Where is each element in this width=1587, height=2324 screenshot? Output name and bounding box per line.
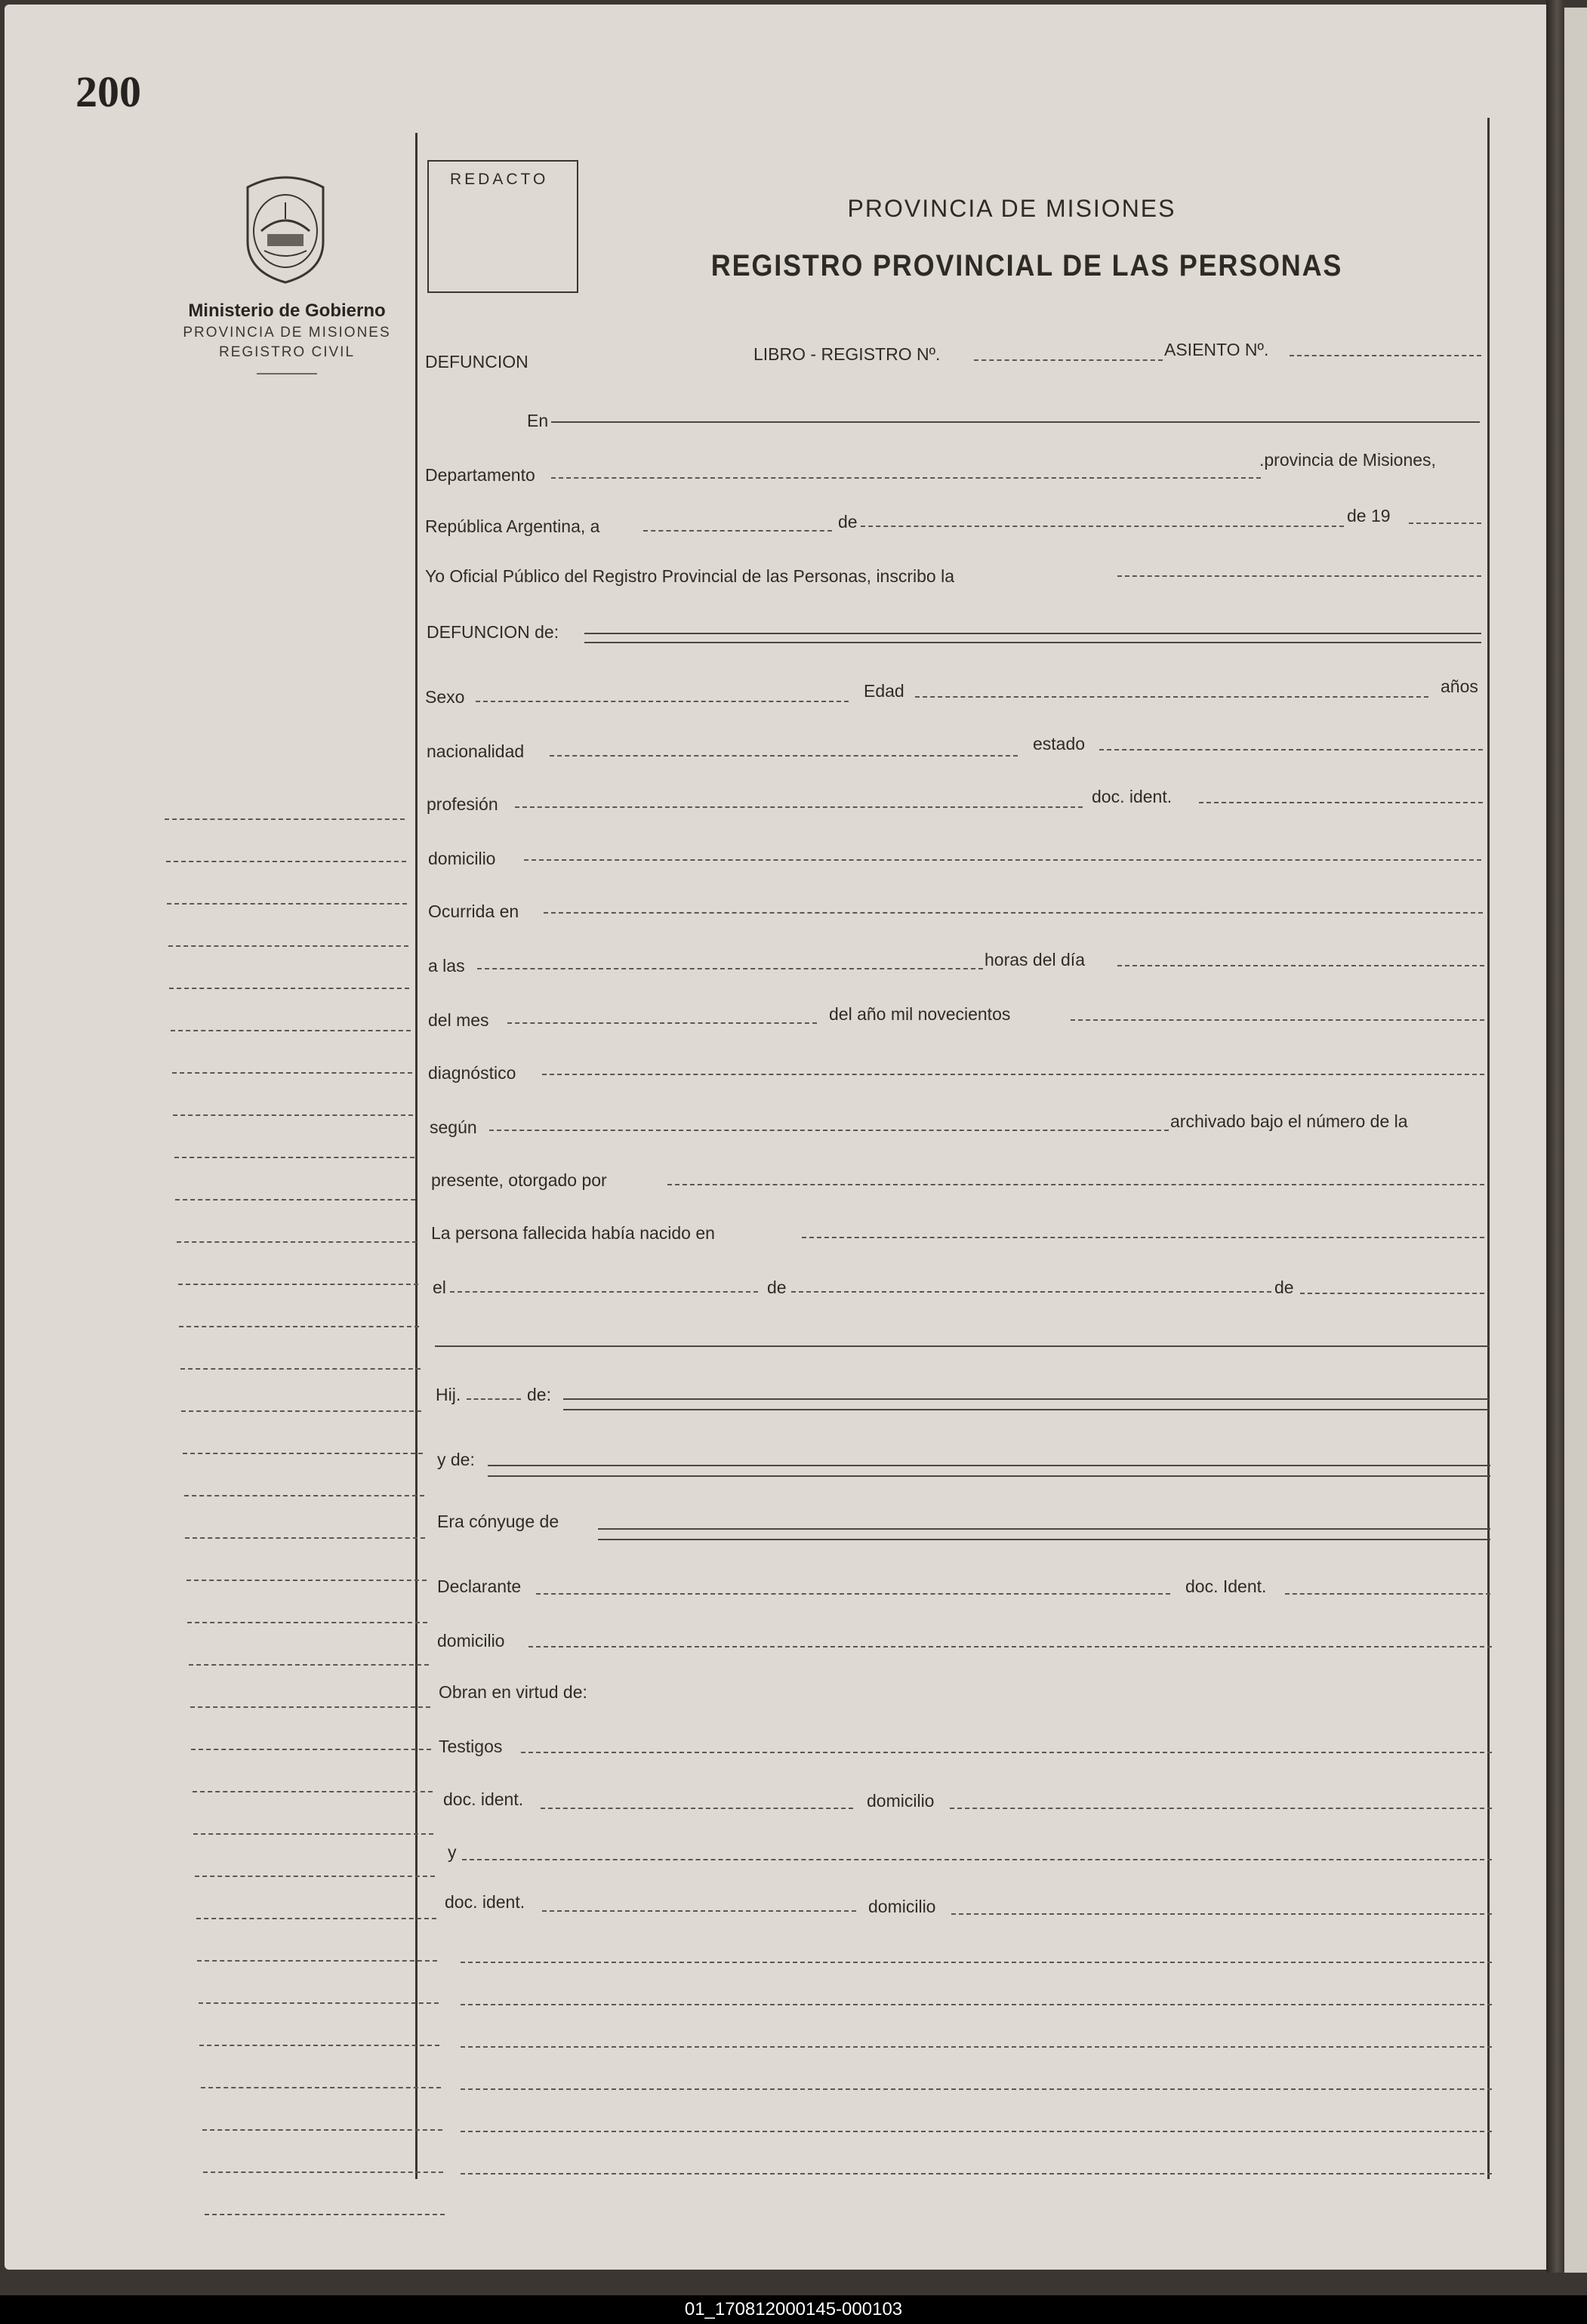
otorgado-field <box>667 1184 1484 1185</box>
margin-note-line <box>184 1495 424 1496</box>
declarante-doc-field <box>1285 1593 1490 1595</box>
margin-note-line <box>167 903 407 905</box>
del-ano-field <box>1071 1019 1484 1021</box>
margin-note-line <box>199 2002 439 2004</box>
defuncion-de-label: DEFUNCION de: <box>427 622 559 642</box>
segun-label: según <box>430 1117 477 1137</box>
margin-note-line <box>199 2045 439 2046</box>
estado-label: estado <box>1033 734 1086 754</box>
doc-ident-b-label: doc. Ident. <box>1185 1577 1267 1596</box>
scan-id-bar <box>0 2295 1587 2324</box>
sexo-label: Sexo <box>425 687 465 707</box>
margin-note-line <box>180 1368 421 1370</box>
nacido-field <box>802 1237 1484 1238</box>
nacido-label: La persona fallecida había nacido en <box>431 1223 715 1243</box>
departamento-field <box>551 477 1261 479</box>
margin-note-line <box>179 1326 419 1327</box>
margin-note-line <box>186 1580 427 1581</box>
scan-id: 01_170812000145-000103 <box>684 2299 903 2319</box>
presente-label: presente, otorgado por <box>431 1170 607 1190</box>
margin-note-line <box>196 1918 436 1919</box>
birth-year-field <box>1300 1293 1484 1294</box>
year-field <box>1409 522 1481 524</box>
testigo2-doc-field <box>542 1910 856 1912</box>
redacto-box <box>427 160 578 293</box>
margin-note-line <box>193 1833 433 1835</box>
testigo1-doc-field <box>541 1808 853 1809</box>
libro-field <box>974 359 1163 361</box>
y-label: y <box>448 1842 457 1862</box>
birth-extra-line <box>435 1345 1489 1347</box>
margin-note-line <box>189 1664 429 1666</box>
province-title: PROVINCIA DE MISIONES <box>847 195 1176 222</box>
en-field <box>551 421 1480 423</box>
conyuge-field-2 <box>598 1539 1490 1540</box>
domicilio-label: domicilio <box>428 849 496 868</box>
provincial-seal-icon <box>234 172 337 285</box>
registry-title: REGISTRO PROVINCIAL DE LAS PERSONAS <box>710 249 1343 282</box>
ministry-name: Ministerio de Gobierno <box>188 301 386 321</box>
margin-note-line <box>185 1537 425 1539</box>
diagnostico-label: diagnóstico <box>428 1063 516 1083</box>
nacionalidad-label: nacionalidad <box>427 741 525 761</box>
margin-note-line <box>197 1960 437 1962</box>
margin-note-line <box>175 1199 415 1201</box>
edad-field <box>915 696 1428 698</box>
mother-name-field <box>488 1465 1490 1466</box>
birth-month-field <box>791 1291 1271 1293</box>
edad-label: Edad <box>864 681 904 701</box>
annotation-line <box>461 2131 1492 2132</box>
domicilio-field <box>524 859 1481 861</box>
margin-note-line <box>172 1072 412 1074</box>
annotation-line <box>461 2046 1492 2048</box>
ministry-registry: REGISTRO CIVIL <box>218 344 356 360</box>
horas-label: horas del día <box>985 950 1085 969</box>
profesion-field <box>515 806 1083 808</box>
diagnostico-field <box>542 1074 1484 1075</box>
profesion-label: profesión <box>427 794 498 814</box>
domicilio-d-label: domicilio <box>868 1897 936 1916</box>
left-margin-rule <box>415 133 418 2179</box>
ministry-province: PROVINCIA DE MISIONES <box>183 325 391 341</box>
testigos-label: Testigos <box>439 1737 503 1756</box>
departamento-label: Departamento <box>425 465 535 485</box>
de-label-3: de <box>1274 1278 1294 1297</box>
margin-note-line <box>177 1241 417 1243</box>
conyuge-label: Era cónyuge de <box>437 1512 559 1531</box>
margin-note-line <box>178 1284 418 1285</box>
libro-label: LIBRO - REGISTRO Nº. <box>753 344 941 364</box>
el-label: el <box>433 1278 446 1297</box>
margin-note-line <box>187 1622 427 1623</box>
annotation-line <box>461 2173 1492 2175</box>
annotation-line <box>461 2088 1492 2090</box>
segun-field <box>489 1130 1169 1131</box>
ocurrida-field <box>544 912 1483 914</box>
margin-note-line <box>205 2214 445 2215</box>
facing-page-edge <box>1564 8 1587 2273</box>
doc-ident-d-label: doc. ident. <box>445 1892 525 1912</box>
declarante-label: Declarante <box>437 1577 522 1596</box>
del-ano-label: del año mil novecientos <box>829 1004 1011 1024</box>
provincia-label: .provincia de Misiones, <box>1259 450 1436 470</box>
margin-note-line <box>173 1114 413 1116</box>
father-name-field <box>563 1398 1489 1400</box>
doc-ident-c-label: doc. ident. <box>443 1789 524 1809</box>
margin-note-line <box>203 2171 443 2173</box>
margin-note-line <box>166 861 406 862</box>
annotation-line <box>461 2004 1492 2005</box>
redacto-label: REDACTO <box>450 171 549 188</box>
doc-ident-field <box>1199 802 1483 803</box>
deceased-name-field <box>584 633 1481 634</box>
del-mes-label: del mes <box>428 1010 489 1030</box>
a-las-field <box>477 968 983 969</box>
nacionalidad-field <box>550 755 1018 757</box>
testigo2-field <box>462 1859 1492 1860</box>
margin-note-line <box>165 818 405 820</box>
margin-note-line <box>181 1410 421 1412</box>
margin-note-line <box>183 1453 423 1454</box>
declarante-field <box>536 1593 1170 1595</box>
birth-day-field <box>450 1291 758 1293</box>
margin-note-line <box>193 1791 433 1792</box>
doc-ident-label: doc. ident. <box>1092 787 1173 806</box>
del-mes-field <box>507 1022 817 1024</box>
defuncion-heading: DEFUNCION <box>425 352 528 371</box>
asiento-label: ASIENTO Nº. <box>1164 340 1269 359</box>
inscribo-field <box>1117 575 1481 577</box>
testigo1-domicilio-field <box>950 1808 1492 1809</box>
declarante-domicilio-field <box>528 1646 1492 1647</box>
page-number: 200 <box>75 67 141 116</box>
yo-oficial-label: Yo Oficial Público del Registro Provincial de las Personas, inscribo la <box>425 566 954 586</box>
estado-field <box>1099 749 1483 751</box>
anos-label: años <box>1441 677 1478 696</box>
father-name-field-2 <box>563 1409 1489 1410</box>
sexo-field <box>476 701 849 702</box>
obran-label: Obran en virtud de: <box>439 1682 587 1702</box>
margin-note-line <box>174 1157 414 1158</box>
margin-note-line <box>168 945 408 947</box>
margin-note-line <box>171 1030 411 1031</box>
a-las-label: a las <box>428 956 465 976</box>
annotation-line <box>461 1962 1492 1963</box>
domicilio-b-label: domicilio <box>437 1631 505 1651</box>
margin-note-line <box>202 2129 442 2131</box>
archivado-label: archivado bajo el número de la <box>1170 1111 1408 1131</box>
hij-de-label: de: <box>527 1385 551 1404</box>
testigo2-domicilio-field <box>951 1913 1492 1915</box>
right-margin-rule <box>1487 118 1490 2179</box>
book-spine <box>1546 0 1564 2273</box>
hij-label: Hij. <box>436 1385 461 1404</box>
month-field <box>861 526 1344 527</box>
margin-note-line <box>169 988 409 989</box>
en-label: En <box>527 411 549 430</box>
day-field <box>643 530 832 532</box>
testigos-field <box>521 1752 1492 1753</box>
margin-note-line <box>190 1706 430 1708</box>
de19-label: de 19 <box>1347 506 1391 526</box>
mother-name-field-2 <box>488 1475 1490 1477</box>
ocurrida-label: Ocurrida en <box>428 902 519 921</box>
y-de-label: y de: <box>437 1450 475 1469</box>
margin-note-line <box>195 1876 435 1877</box>
republica-label: República Argentina, a <box>425 516 600 536</box>
hij-field <box>467 1398 521 1400</box>
margin-note-line <box>191 1749 431 1750</box>
conyuge-field <box>598 1528 1490 1530</box>
ministry-rule <box>257 373 317 374</box>
horas-field <box>1117 965 1484 966</box>
domicilio-c-label: domicilio <box>867 1791 935 1811</box>
asiento-field <box>1290 355 1481 356</box>
deceased-name-field-2 <box>584 642 1481 643</box>
de-label-1: de <box>838 512 858 532</box>
de-label-2: de <box>767 1278 787 1297</box>
margin-note-line <box>201 2087 441 2088</box>
